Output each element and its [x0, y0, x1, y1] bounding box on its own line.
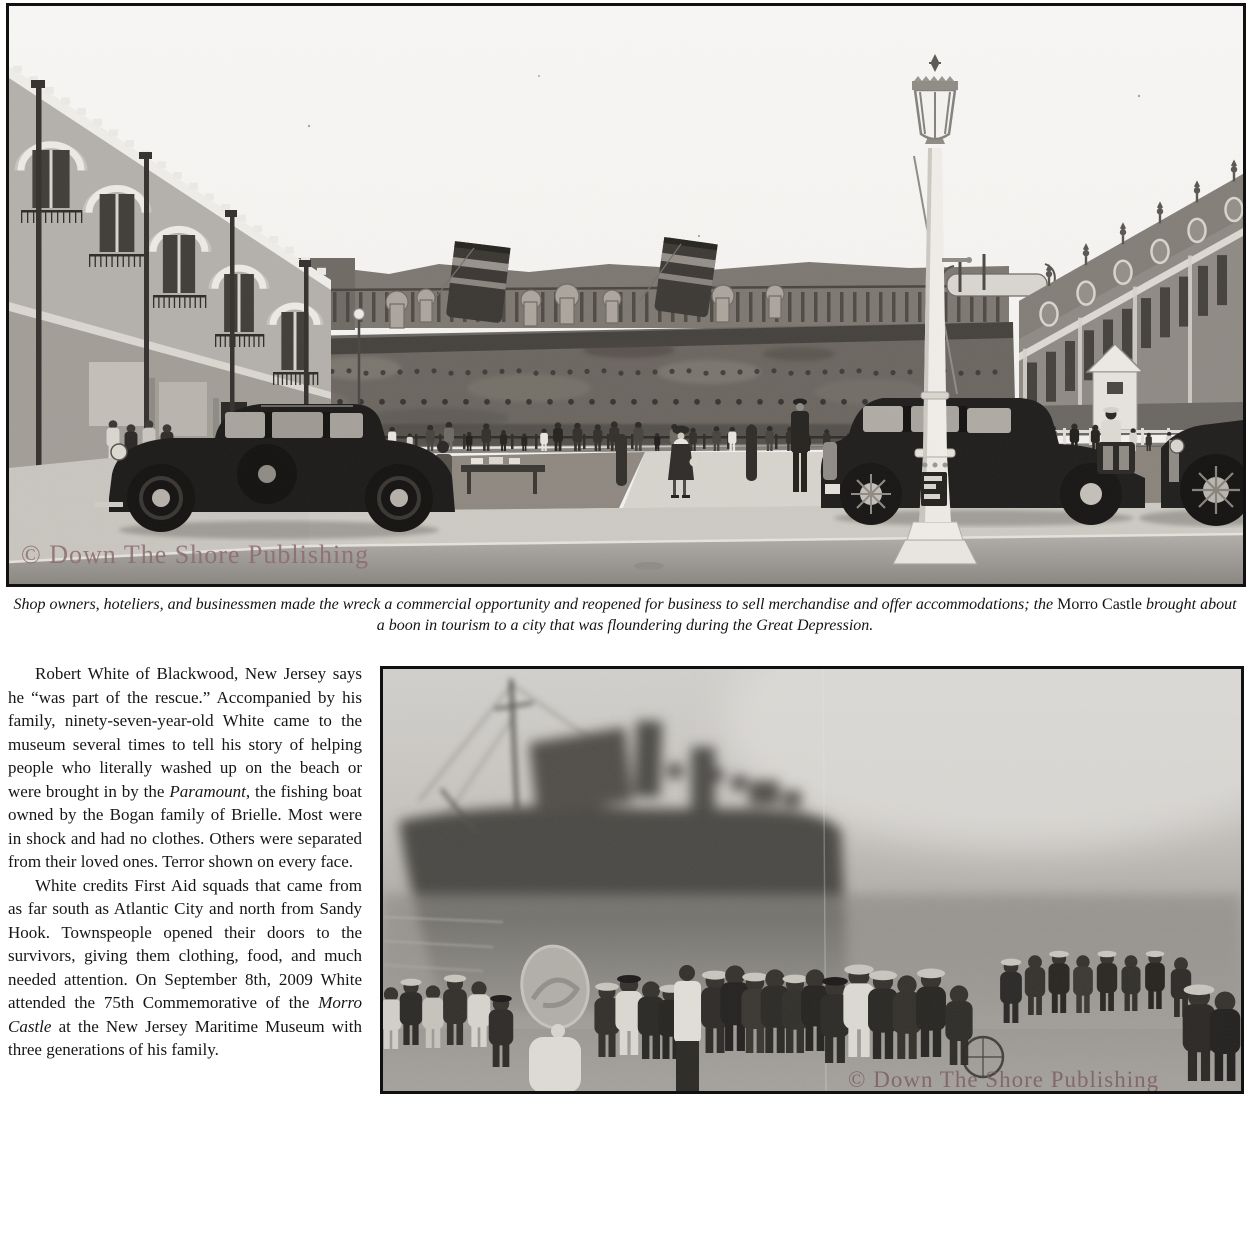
film-grain	[383, 669, 1241, 1091]
article-column	[8, 662, 362, 1062]
paragraph: Robert White of Blackwood, New Jersey says he “was part of the rescue.” Accompanied by his family, ninety-seven-year-old White came to the museum several times to tell his story of helping people who literally washed up on the beach or were brought in by the Paramount, the fishing boat owned by the Bogan family of Brielle. Most were in shock and had no clothes. Others were separated from their loved ones. Terror shown on every face.	[8, 664, 363, 871]
bottom-photo-beach-crowd	[380, 666, 1244, 1094]
watermark-top: © Down The Shore Publishing	[21, 540, 370, 569]
bottom-photo-scene	[383, 669, 1241, 1091]
watermark-bottom: © Down The Shore Publishing	[848, 1067, 1160, 1092]
paragraph: White credits First Aid squads that came from as far south as Atlantic City and north from Sandy Hook. Townspeople opened their doors to the survivors, giving them clothing, food, and much needed attention. On September 8th, 2009 White attended the 75th Commemorative of the Morro Castle at the New Jersey Maritime Museum with three generations of his family.	[8, 875, 362, 1059]
top-photo-scene	[9, 6, 1243, 584]
top-photo-morro-castle-boardwalk	[6, 3, 1246, 587]
film-grain	[9, 6, 1243, 584]
photo-caption: Shop owners, hoteliers, and businessmen made the wreck a commercial opportunity and reopened for business to sell merchandise and offer accommodations; the Morro Castle brought about a boon in tourism to a city that was floundering during the Great Depression.	[13, 596, 1237, 634]
